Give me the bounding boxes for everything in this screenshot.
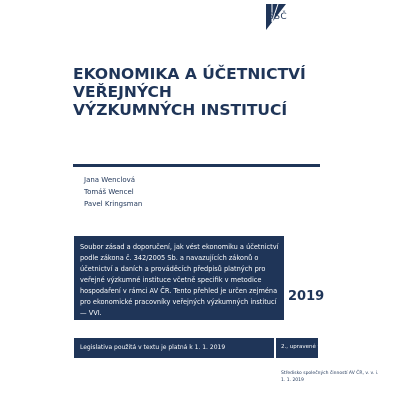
author-name: Jana Wenclová bbox=[84, 176, 136, 184]
author-list bbox=[84, 174, 142, 210]
legislation-note: Legislativa použitá v textu je platná k 1. 1. 2019 bbox=[80, 344, 226, 351]
title-line-2: VEŘEJNÝCH bbox=[73, 83, 172, 101]
publisher-info bbox=[281, 370, 378, 384]
title-line-1: EKONOMIKA A ÚČETNICTVÍ bbox=[73, 65, 306, 83]
title-line-3: VÝZKUMNÝCH INSTITUCÍ bbox=[73, 101, 288, 119]
publisher-name: Středisko společných činností AV ČR, v. v. i. bbox=[281, 371, 379, 376]
author-name: Tomáš Wencel bbox=[84, 188, 134, 196]
title-divider bbox=[73, 164, 320, 167]
logo-text: SSČ bbox=[268, 12, 288, 22]
edition-label: 2., upravené vydání bbox=[281, 344, 336, 350]
book-title bbox=[73, 65, 306, 119]
publisher-date: 1. 1. 2019 bbox=[281, 378, 304, 383]
author-name: Pavel Kringsman bbox=[84, 200, 143, 208]
publication-year: 2019 bbox=[288, 289, 325, 304]
abstract-text: Soubor zásad a doporučení, jak vést ekonomiku a účetnictví podle zákona č. 342/2005 Sb. a navazujících zákonů o účetnictví a daních a prováděcích předpisů platných pro veřejné výzkumné instituce včetně specifik v metodice hospodaření v rámci AV ČR. Tento přehled je určen zejména pro ekonomické pracovníky veřejných výzkumných institucí — VVI. bbox=[80, 243, 279, 317]
